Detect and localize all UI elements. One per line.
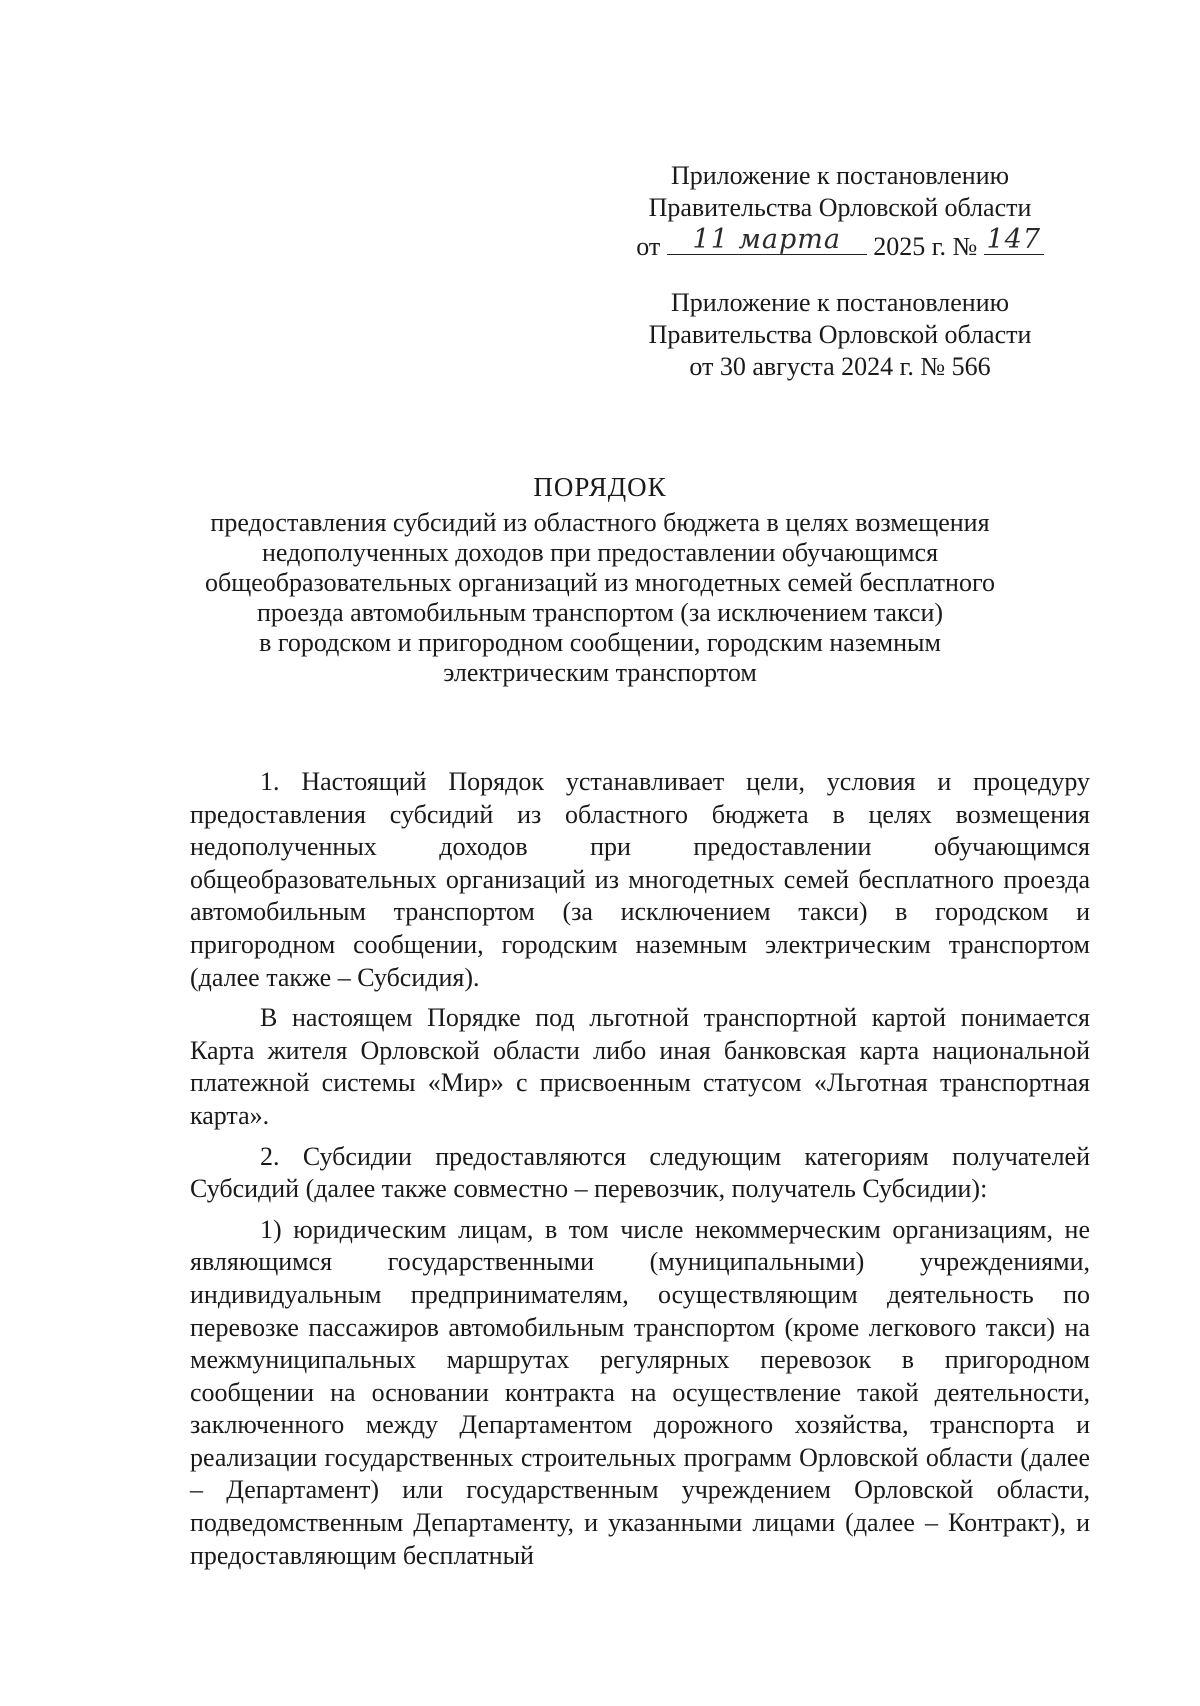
handwritten-number: 147: [986, 224, 1042, 255]
handwritten-date: 11 марта: [692, 224, 841, 255]
title-line: недополученных доходов при предоставлении обучающимся: [261, 538, 939, 567]
document-title: [180, 472, 1020, 688]
appendix-line: Приложение к постановлению: [670, 288, 1010, 317]
title-line: электрическим транспортом: [443, 658, 757, 687]
number-signature-line: [984, 224, 1044, 255]
appendix-header-old: [600, 287, 1080, 383]
title-line: общеобразовательных организаций из многодетных семей бесплатного: [205, 568, 995, 597]
title-line: в городском и пригородном сообщении, городским наземным: [259, 628, 941, 657]
paragraph-2: В настоящем Порядке под льготной транспортной картой понимается Карта жителя Орловской области либо иная банковская карта национальной платежной системы «Мир» с присвоенным статусом «Льготная транспортная карта».: [190, 1003, 1090, 1130]
date-year: 2025 г. №: [873, 232, 978, 261]
paragraph-4: 1) юридическим лицам, в том числе некоммерческим организациям, не являющимся государственными (муниципальными) учреждениями, индивидуальным предпринимателям, осуществляющим деятельность по перевозке пассажиров автомобильным транспортом (кроме легкового такси) на межмуниципальных маршрутах регулярных перевозок в пригородном сообщении на основании контракта на осуществление такой деятельности, заключенного между Департаментом дорожного хозяйства, транспорта и реализации государственных строительных программ Орловской области (далее – Департамент) или государственным учреждением Орловской области, подведомственным Департаменту, и указанными лицами (далее – Контракт), и предоставляющим бесплатный: [190, 1214, 1090, 1570]
title-line: проезда автомобильным транспортом (за исключением такси): [256, 598, 944, 627]
paragraph-3: 2. Субсидии предоставляются следующим категориям получателей Субсидий (далее также совместно – перевозчик, получатель Субсидии):: [190, 1141, 1090, 1204]
appendix-line: Правительства Орловской области: [648, 320, 1032, 349]
appendix-line: Правительства Орловской области: [648, 193, 1032, 222]
paragraph-1: 1. Настоящий Порядок устанавливает цели, условия и процедуру предоставления субсидий из областного бюджета в целях возмещения недополученных доходов при предоставлении обучающимся общеобразовательных организаций из многодетных семей бесплатного проезда автомобильным транспортом (за исключением такси) в городском и пригородном сообщении, городским наземным электрическим транспортом (далее также – Субсидия).: [190, 767, 1090, 992]
appendix-line: от 30 августа 2024 г. № 566: [689, 352, 991, 381]
title-main: ПОРЯДОК: [533, 472, 667, 502]
document-body: [190, 766, 1090, 1580]
appendix-line: Приложение к постановлению: [670, 161, 1010, 190]
title-line: предоставления субсидий из областного бюджета в целях возмещения: [210, 508, 990, 537]
appendix-date-line: [600, 224, 1080, 263]
appendix-header-new: [600, 160, 1080, 263]
date-prefix: от: [636, 232, 661, 261]
date-signature-line: [667, 224, 867, 255]
